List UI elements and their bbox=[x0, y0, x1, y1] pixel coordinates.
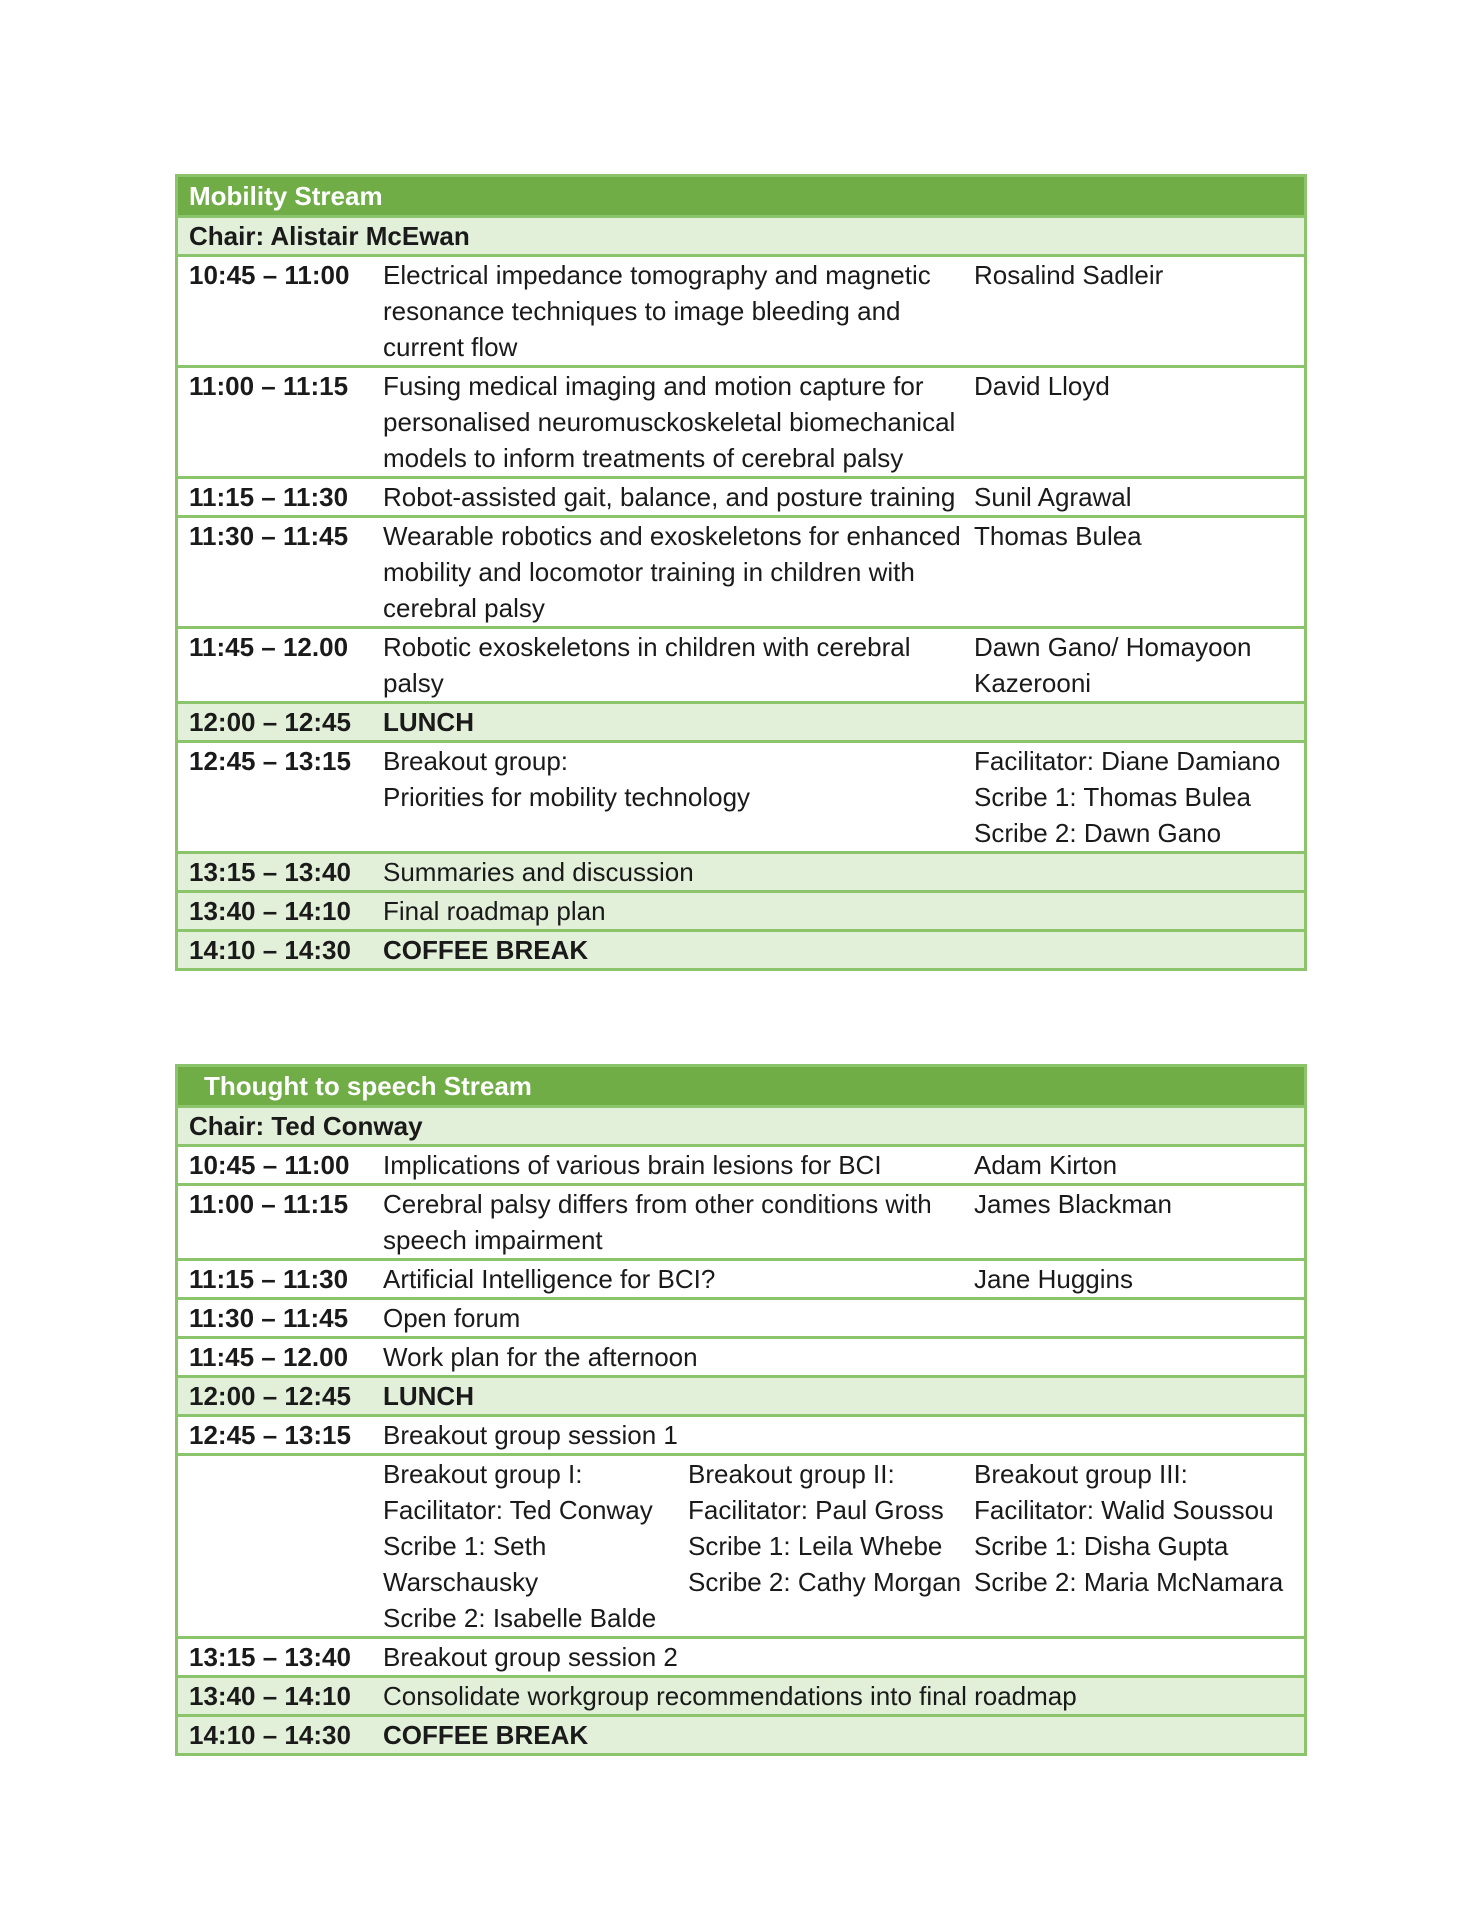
table-row bbox=[178, 1678, 1304, 1717]
time-cell: 14:10 – 14:30 bbox=[189, 935, 351, 965]
scribe-text: Scribe 1: Disha Gupta bbox=[974, 1531, 1229, 1561]
table-row bbox=[178, 893, 1304, 932]
topic-line: Breakout group: bbox=[383, 746, 569, 776]
time-cell: 13:15 – 13:40 bbox=[189, 857, 351, 887]
breakout-groups-row bbox=[178, 1456, 1304, 1639]
table-row bbox=[178, 629, 1304, 704]
table-row bbox=[178, 1147, 1304, 1186]
group-title: Breakout group II: bbox=[688, 1459, 895, 1489]
topic-line: Priorities for mobility technology bbox=[383, 782, 751, 812]
facilitator-text: Facilitator: Walid Soussou bbox=[974, 1495, 1274, 1525]
facilitator-text: Facilitator: Diane Damiano bbox=[974, 746, 1281, 776]
chair-row bbox=[178, 1108, 1304, 1147]
lunch-row bbox=[178, 1378, 1304, 1417]
scribe-text: Scribe 2: Dawn Gano bbox=[974, 818, 1222, 848]
facilitator-text: Facilitator: Paul Gross bbox=[688, 1495, 944, 1525]
speaker-cell: Thomas Bulea bbox=[974, 521, 1142, 551]
table-row bbox=[178, 1639, 1304, 1678]
group-title: Breakout group I: bbox=[383, 1459, 583, 1489]
table-row bbox=[178, 1417, 1304, 1456]
time-cell: 11:15 – 11:30 bbox=[189, 482, 349, 512]
time-cell: 12:00 – 12:45 bbox=[189, 707, 351, 737]
facilitator-text: Facilitator: Ted Conway bbox=[383, 1495, 653, 1525]
topic-cell: Breakout group session 1 bbox=[383, 1420, 678, 1450]
table-row bbox=[178, 257, 1304, 368]
topic-cell: Open forum bbox=[383, 1303, 521, 1333]
coffee-break-row bbox=[178, 1717, 1304, 1753]
chair-row bbox=[178, 218, 1304, 257]
breakout-group-2 bbox=[688, 1456, 974, 1636]
group-title: Breakout group III: bbox=[974, 1459, 1188, 1489]
time-cell: 11:30 – 11:45 bbox=[189, 521, 349, 551]
stream-title: Mobility Stream bbox=[178, 177, 1304, 218]
topic-cell: Breakout group session 2 bbox=[383, 1642, 678, 1672]
topic-cell: Final roadmap plan bbox=[383, 896, 606, 926]
time-cell: 13:15 – 13:40 bbox=[189, 1642, 351, 1672]
speaker-cell: Jane Huggins bbox=[974, 1264, 1133, 1294]
speaker-cell bbox=[974, 743, 1304, 851]
topic-cell: COFFEE BREAK bbox=[383, 1720, 589, 1750]
topic-cell: COFFEE BREAK bbox=[383, 935, 589, 965]
time-cell: 10:45 – 11:00 bbox=[189, 260, 350, 290]
time-cell: 12:45 – 13:15 bbox=[189, 1420, 351, 1450]
topic-cell: Artificial Intelligence for BCI? bbox=[383, 1264, 716, 1294]
stream-title: Thought to speech Stream bbox=[178, 1067, 1304, 1108]
time-cell: 12:00 – 12:45 bbox=[189, 1381, 351, 1411]
time-cell: 11:15 – 11:30 bbox=[189, 1264, 349, 1294]
scribe-text: Scribe 2: Isabelle Balde bbox=[383, 1603, 657, 1633]
time-cell: 11:45 – 12.00 bbox=[189, 1342, 349, 1372]
scribe-text: Scribe 1: Seth Warschausky bbox=[383, 1531, 547, 1597]
topic-cell: LUNCH bbox=[383, 1381, 474, 1411]
breakout-group-3 bbox=[974, 1456, 1304, 1636]
chair-name: Chair: Ted Conway bbox=[189, 1111, 423, 1141]
speaker-cell: Sunil Agrawal bbox=[974, 482, 1132, 512]
scribe-text: Scribe 1: Thomas Bulea bbox=[974, 782, 1251, 812]
table-row bbox=[178, 479, 1304, 518]
breakout-row bbox=[178, 743, 1304, 854]
topic-cell: Work plan for the afternoon bbox=[383, 1342, 698, 1372]
mobility-stream-table bbox=[175, 174, 1307, 971]
table-row bbox=[178, 1186, 1304, 1261]
table-row bbox=[178, 854, 1304, 893]
topic-cell: Summaries and discussion bbox=[383, 857, 694, 887]
speaker-cell: Dawn Gano/ Homayoon Kazerooni bbox=[974, 632, 1252, 698]
time-cell: 13:40 – 14:10 bbox=[189, 896, 351, 926]
table-row bbox=[178, 518, 1304, 629]
speaker-cell: Rosalind Sadleir bbox=[974, 260, 1164, 290]
time-cell: 12:45 – 13:15 bbox=[189, 746, 351, 776]
table-row bbox=[178, 1339, 1304, 1378]
topic-cell: Electrical impedance tomography and magnetic resonance techniques to image bleeding and current flow bbox=[383, 260, 931, 362]
time-cell: 11:45 – 12.00 bbox=[189, 632, 349, 662]
speaker-cell: James Blackman bbox=[974, 1189, 1172, 1219]
speaker-cell: David Lloyd bbox=[974, 371, 1110, 401]
topic-cell: Robot-assisted gait, balance, and posture training bbox=[383, 482, 956, 512]
scribe-text: Scribe 1: Leila Whebe bbox=[688, 1531, 943, 1561]
chair-name: Chair: Alistair McEwan bbox=[189, 221, 470, 251]
time-cell: 11:30 – 11:45 bbox=[189, 1303, 349, 1333]
table-row bbox=[178, 1300, 1304, 1339]
table-row bbox=[178, 1261, 1304, 1300]
time-cell: 10:45 – 11:00 bbox=[189, 1150, 350, 1180]
time-cell-empty bbox=[178, 1456, 383, 1636]
time-cell: 11:00 – 11:15 bbox=[189, 1189, 349, 1219]
scribe-text: Scribe 2: Maria McNamara bbox=[974, 1567, 1284, 1597]
topic-cell: Consolidate workgroup recommendations into final roadmap bbox=[383, 1681, 1077, 1711]
topic-cell: Cerebral palsy differs from other conditions with speech impairment bbox=[383, 1189, 932, 1255]
topic-cell bbox=[383, 743, 974, 851]
topic-cell: Fusing medical imaging and motion capture for personalised neuromusckoskeletal biomechanical models to inform treatments of cerebral palsy bbox=[383, 371, 956, 473]
topic-cell: Robotic exoskeletons in children with cerebral palsy bbox=[383, 632, 911, 698]
time-cell: 13:40 – 14:10 bbox=[189, 1681, 351, 1711]
thought-to-speech-stream-table bbox=[175, 1064, 1307, 1756]
scribe-text: Scribe 2: Cathy Morgan bbox=[688, 1567, 962, 1597]
time-cell: 14:10 – 14:30 bbox=[189, 1720, 351, 1750]
speaker-cell: Adam Kirton bbox=[974, 1150, 1118, 1180]
breakout-group-1 bbox=[383, 1456, 688, 1636]
topic-cell: Wearable robotics and exoskeletons for enhanced mobility and locomotor training in children with cerebral palsy bbox=[383, 521, 961, 623]
time-cell: 11:00 – 11:15 bbox=[189, 371, 349, 401]
table-row bbox=[178, 368, 1304, 479]
topic-cell: Implications of various brain lesions for BCI bbox=[383, 1150, 882, 1180]
coffee-break-row bbox=[178, 932, 1304, 968]
topic-cell: LUNCH bbox=[383, 707, 474, 737]
lunch-row bbox=[178, 704, 1304, 743]
